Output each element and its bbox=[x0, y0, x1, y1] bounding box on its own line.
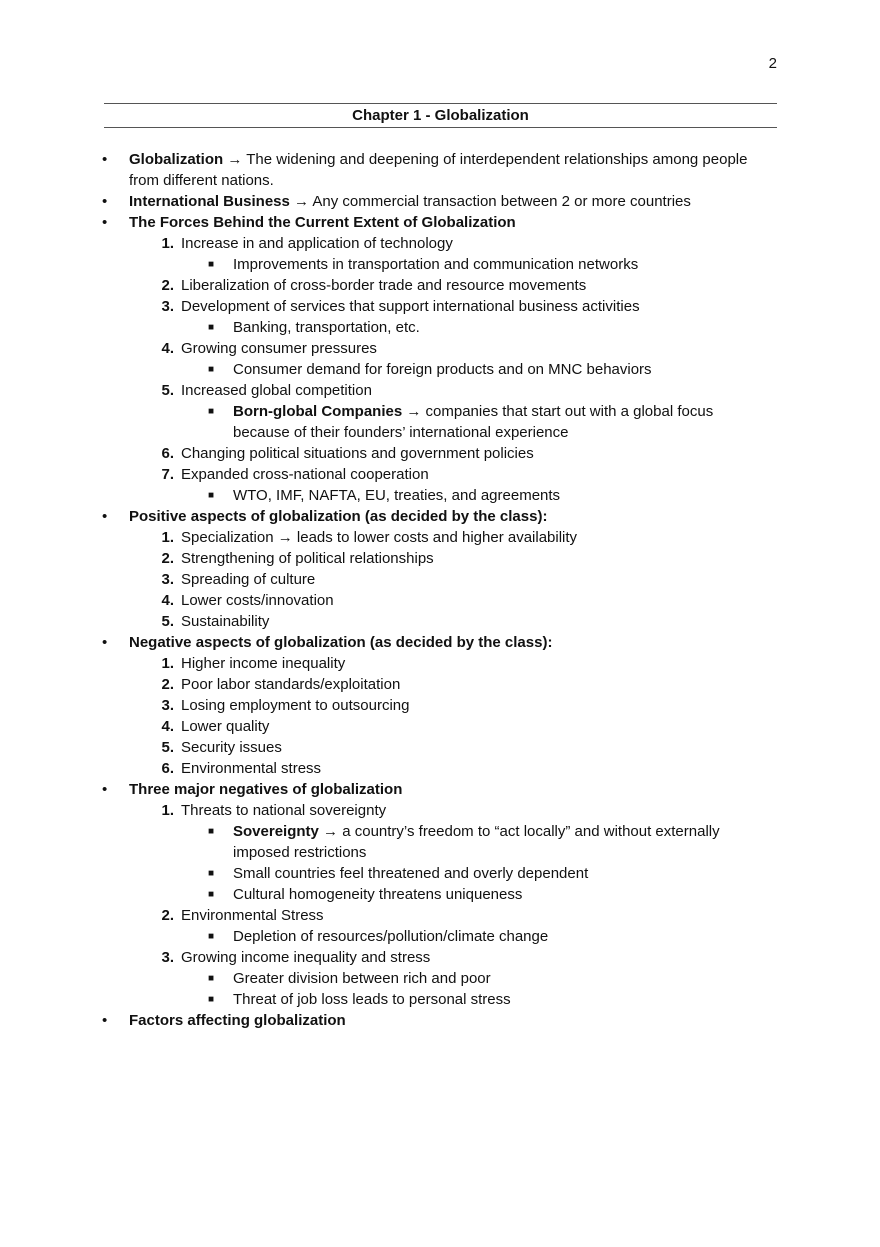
list-number: 5. bbox=[161, 739, 174, 756]
item-text bbox=[181, 548, 741, 569]
item-term: Negative aspects of globalization (as decided by the class): bbox=[129, 634, 553, 651]
list-item-level-3 bbox=[0, 401, 880, 443]
list-number: 1. bbox=[161, 529, 174, 546]
item-term: Positive aspects of globalization (as decided by the class): bbox=[129, 508, 548, 525]
list-number: 3. bbox=[161, 949, 174, 966]
item-text bbox=[181, 758, 741, 779]
square-bullet-icon: ■ bbox=[208, 322, 215, 333]
square-bullet-icon: ■ bbox=[208, 973, 215, 984]
item-text bbox=[181, 233, 741, 254]
item-description: Threats to national sovereignty bbox=[181, 802, 387, 819]
item-text bbox=[181, 800, 741, 821]
bullet-icon: • bbox=[102, 214, 108, 231]
item-description: Growing consumer pressures bbox=[181, 340, 377, 357]
list-item-level-2 bbox=[0, 464, 880, 485]
item-description: WTO, IMF, NAFTA, EU, treaties, and agreements bbox=[233, 487, 561, 504]
square-bullet-icon: ■ bbox=[208, 868, 215, 879]
item-description: Improvements in transportation and communication networks bbox=[233, 256, 639, 273]
item-description: Small countries feel threatened and overly dependent bbox=[233, 865, 589, 882]
item-text bbox=[129, 149, 749, 191]
list-number: 1. bbox=[161, 655, 174, 672]
item-term: The Forces Behind the Current Extent of Globalization bbox=[129, 214, 516, 231]
item-text bbox=[181, 947, 741, 968]
item-term: Factors affecting globalization bbox=[129, 1012, 346, 1029]
item-text bbox=[181, 674, 741, 695]
item-text bbox=[181, 905, 741, 926]
item-text bbox=[129, 212, 749, 233]
item-text bbox=[233, 884, 763, 905]
list-number: 2. bbox=[161, 907, 174, 924]
list-number: 3. bbox=[161, 571, 174, 588]
square-bullet-icon: ■ bbox=[208, 931, 215, 942]
item-text bbox=[181, 569, 741, 590]
list-item-level-2 bbox=[0, 296, 880, 317]
item-text bbox=[233, 821, 763, 863]
item-description: Liberalization of cross-border trade and resource movements bbox=[181, 277, 587, 294]
item-description: The widening and deepening of interdependent relationships among people from different nations. bbox=[129, 151, 748, 189]
item-text bbox=[233, 359, 763, 380]
item-text bbox=[181, 590, 741, 611]
item-text bbox=[181, 296, 741, 317]
bullet-icon: • bbox=[102, 1012, 108, 1029]
item-description: Lower quality bbox=[181, 718, 270, 735]
item-text bbox=[181, 443, 741, 464]
item-description: Specialization bbox=[181, 529, 274, 546]
item-description: Greater division between rich and poor bbox=[233, 970, 491, 987]
list-item-level-1 bbox=[0, 779, 880, 800]
item-description: Higher income inequality bbox=[181, 655, 346, 672]
list-item-level-2 bbox=[0, 233, 880, 254]
item-description: Environmental stress bbox=[181, 760, 322, 777]
item-text bbox=[129, 191, 749, 212]
arrow-right-icon: → bbox=[294, 193, 310, 210]
list-item-level-2 bbox=[0, 569, 880, 590]
item-text bbox=[129, 779, 749, 800]
list-item-level-3 bbox=[0, 863, 880, 884]
chapter-title: Chapter 1 - Globalization bbox=[352, 107, 529, 124]
bullet-icon: • bbox=[102, 508, 108, 525]
item-description: Poor labor standards/exploitation bbox=[181, 676, 401, 693]
item-term: Born-global Companies bbox=[233, 403, 403, 420]
list-item-level-2 bbox=[0, 275, 880, 296]
item-text bbox=[129, 1010, 749, 1031]
list-item-level-2 bbox=[0, 380, 880, 401]
square-bullet-icon: ■ bbox=[208, 364, 215, 375]
list-number: 7. bbox=[161, 466, 174, 483]
square-bullet-icon: ■ bbox=[208, 406, 215, 417]
list-item-level-3 bbox=[0, 317, 880, 338]
list-item-level-2 bbox=[0, 611, 880, 632]
list-item-level-3 bbox=[0, 821, 880, 863]
list-item-level-1 bbox=[0, 149, 880, 191]
list-item-level-2 bbox=[0, 443, 880, 464]
item-text bbox=[181, 380, 741, 401]
list-item-level-2 bbox=[0, 716, 880, 737]
list-number: 5. bbox=[161, 382, 174, 399]
list-item-level-2 bbox=[0, 947, 880, 968]
item-description-after: leads to lower costs and higher availability bbox=[296, 529, 578, 546]
list-item-level-3 bbox=[0, 254, 880, 275]
list-item-level-2 bbox=[0, 905, 880, 926]
list-number: 6. bbox=[161, 760, 174, 777]
square-bullet-icon: ■ bbox=[208, 994, 215, 1005]
item-text bbox=[233, 926, 763, 947]
item-text bbox=[181, 611, 741, 632]
list-item-level-3 bbox=[0, 968, 880, 989]
bullet-icon: • bbox=[102, 781, 108, 798]
list-number: 4. bbox=[161, 592, 174, 609]
item-text bbox=[233, 254, 763, 275]
list-item-level-2 bbox=[0, 695, 880, 716]
item-text bbox=[129, 632, 749, 653]
square-bullet-icon: ■ bbox=[208, 490, 215, 501]
list-item-level-1 bbox=[0, 191, 880, 212]
square-bullet-icon: ■ bbox=[208, 889, 215, 900]
list-item-level-3 bbox=[0, 884, 880, 905]
list-number: 1. bbox=[161, 235, 174, 252]
item-term: International Business bbox=[129, 193, 290, 210]
item-text bbox=[181, 275, 741, 296]
square-bullet-icon: ■ bbox=[208, 826, 215, 837]
item-term: Globalization bbox=[129, 151, 224, 168]
arrow-right-icon: → bbox=[227, 151, 243, 168]
item-description: companies that start out with a global focus because of their founders’ international experience bbox=[233, 403, 714, 441]
item-description: Threat of job loss leads to personal stress bbox=[233, 991, 511, 1008]
title-rule-top bbox=[104, 103, 777, 104]
item-description: Cultural homogeneity threatens uniqueness bbox=[233, 886, 523, 903]
page-number: 2 bbox=[768, 55, 777, 72]
list-number: 6. bbox=[161, 445, 174, 462]
list-item-level-1 bbox=[0, 506, 880, 527]
item-text bbox=[181, 737, 741, 758]
item-text bbox=[181, 716, 741, 737]
item-text bbox=[233, 401, 763, 443]
arrow-right-icon: → bbox=[277, 529, 293, 546]
arrow-right-icon: → bbox=[323, 823, 339, 840]
item-text bbox=[181, 653, 741, 674]
item-description: Banking, transportation, etc. bbox=[233, 319, 420, 336]
item-description: Spreading of culture bbox=[181, 571, 316, 588]
item-description: Growing income inequality and stress bbox=[181, 949, 431, 966]
bullet-icon: • bbox=[102, 193, 108, 210]
list-item-level-2 bbox=[0, 590, 880, 611]
item-text bbox=[233, 989, 763, 1010]
list-item-level-1 bbox=[0, 1010, 880, 1031]
list-number: 1. bbox=[161, 802, 174, 819]
item-description: Development of services that support international business activities bbox=[181, 298, 640, 315]
item-description: Sustainability bbox=[181, 613, 270, 630]
list-item-level-3 bbox=[0, 485, 880, 506]
list-item-level-2 bbox=[0, 737, 880, 758]
list-item-level-2 bbox=[0, 653, 880, 674]
item-description: Losing employment to outsourcing bbox=[181, 697, 410, 714]
item-description: Lower costs/innovation bbox=[181, 592, 334, 609]
item-description: Increased global competition bbox=[181, 382, 372, 399]
item-term: Three major negatives of globalization bbox=[129, 781, 403, 798]
list-item-level-3 bbox=[0, 989, 880, 1010]
list-item-level-2 bbox=[0, 338, 880, 359]
item-text bbox=[129, 506, 749, 527]
list-item-level-3 bbox=[0, 359, 880, 380]
item-description: Any commercial transaction between 2 or more countries bbox=[312, 193, 691, 210]
item-description: Strengthening of political relationships bbox=[181, 550, 434, 567]
list-item-level-1 bbox=[0, 212, 880, 233]
list-number: 2. bbox=[161, 676, 174, 693]
item-text bbox=[233, 968, 763, 989]
item-text bbox=[233, 863, 763, 884]
list-item-level-2 bbox=[0, 527, 880, 548]
square-bullet-icon: ■ bbox=[208, 259, 215, 270]
bullet-icon: • bbox=[102, 151, 108, 168]
item-text bbox=[181, 464, 741, 485]
list-number: 4. bbox=[161, 718, 174, 735]
item-text bbox=[181, 527, 741, 548]
title-rule-bottom bbox=[104, 127, 777, 128]
list-number: 3. bbox=[161, 298, 174, 315]
item-term: Sovereignty bbox=[233, 823, 319, 840]
outline-list bbox=[0, 149, 880, 1031]
item-text bbox=[233, 317, 763, 338]
list-number: 2. bbox=[161, 277, 174, 294]
item-description: Security issues bbox=[181, 739, 282, 756]
list-item-level-2 bbox=[0, 674, 880, 695]
list-number: 4. bbox=[161, 340, 174, 357]
list-item-level-2 bbox=[0, 758, 880, 779]
item-text bbox=[181, 338, 741, 359]
item-description: Consumer demand for foreign products and on MNC behaviors bbox=[233, 361, 652, 378]
item-text bbox=[233, 485, 763, 506]
list-number: 2. bbox=[161, 550, 174, 567]
item-description: Depletion of resources/pollution/climate change bbox=[233, 928, 549, 945]
list-number: 3. bbox=[161, 697, 174, 714]
arrow-right-icon: → bbox=[406, 403, 422, 420]
list-item-level-2 bbox=[0, 800, 880, 821]
item-description: Environmental Stress bbox=[181, 907, 324, 924]
list-item-level-3 bbox=[0, 926, 880, 947]
bullet-icon: • bbox=[102, 634, 108, 651]
item-description: Expanded cross-national cooperation bbox=[181, 466, 429, 483]
item-description: a country’s freedom to “act locally” and without externally imposed restrictions bbox=[233, 823, 720, 861]
list-item-level-2 bbox=[0, 548, 880, 569]
item-description: Increase in and application of technology bbox=[181, 235, 453, 252]
list-item-level-1 bbox=[0, 632, 880, 653]
item-text bbox=[181, 695, 741, 716]
item-description: Changing political situations and government policies bbox=[181, 445, 534, 462]
list-number: 5. bbox=[161, 613, 174, 630]
